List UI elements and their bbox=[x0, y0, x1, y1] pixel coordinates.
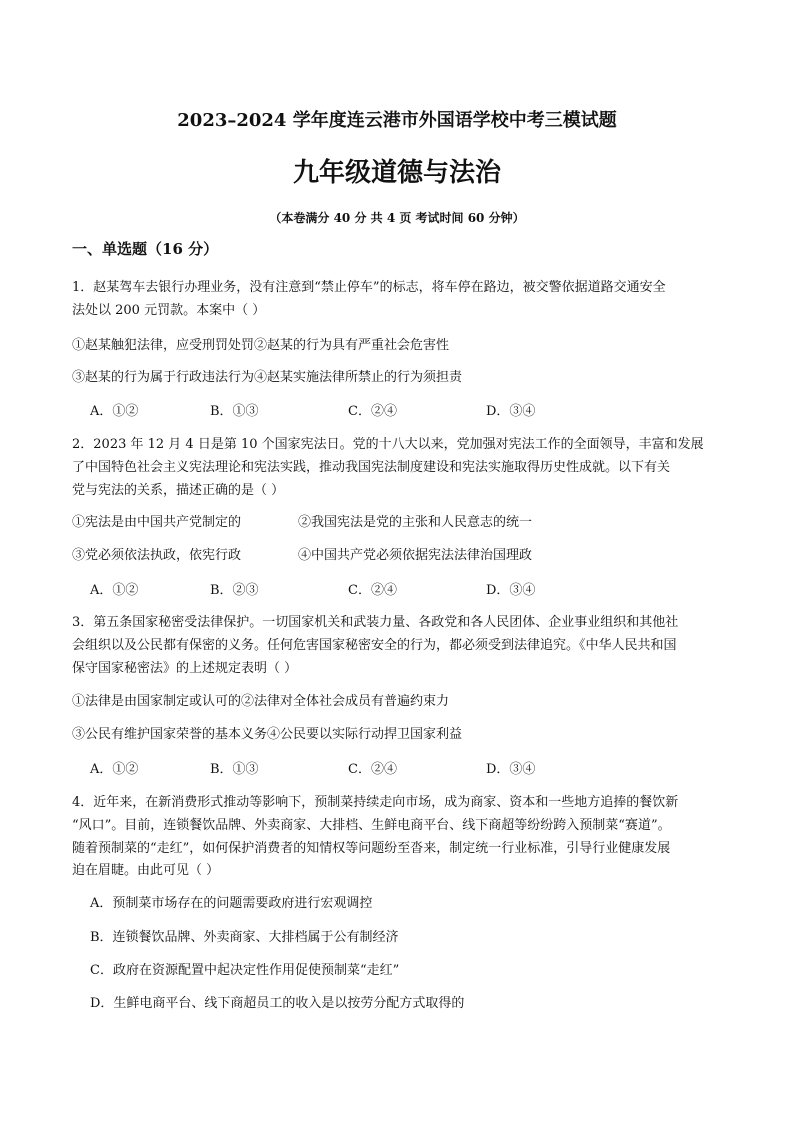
question-2-line-3: 党与宪法的关系，描述正确的是（ ） bbox=[72, 483, 285, 498]
question-3-line-1: 3．第五条国家秘密受法律保护。一切国家机关和武装力量、各政党和各人民团体、企业事业组织和其他社 bbox=[72, 615, 679, 630]
question-3-option-a[interactable]: A．①② bbox=[90, 762, 139, 777]
question-4-option-a[interactable]: A．预制菜市场存在的问题需要政府进行宏观调控 bbox=[90, 896, 373, 911]
question-3-line-2: 会组织以及公民都有保密的义务。任何危害国家秘密安全的行为，都必须受到法律追究。《中华人民共和国 bbox=[72, 638, 677, 653]
question-3-line-3: 保守国家秘密法》的上述规定表明（ ） bbox=[72, 661, 298, 676]
question-2-statement-4: ④中国共产党必须依据宪法法律治国理政 bbox=[298, 548, 533, 563]
exam-info: （本卷满分 40 分 共 4 页 考试时间 60 分钟） bbox=[269, 211, 525, 225]
question-2-option-c[interactable]: C．②④ bbox=[348, 583, 397, 598]
question-4-option-c[interactable]: C．政府在资源配置中起决定性作用促使预制菜“走红” bbox=[90, 963, 400, 978]
question-3-statement-2: ③公民有维护国家荣誉的基本义务④公民要以实际行动捍卫国家利益 bbox=[72, 727, 463, 742]
question-2-option-b[interactable]: B．②③ bbox=[210, 583, 259, 598]
question-4-option-d[interactable]: D．生鲜电商平台、线下商超员工的收入是以按劳分配方式取得的 bbox=[90, 996, 465, 1011]
question-4-line-1: 4．近年来，在新消费形式推动等影响下，预制菜持续走向市场，成为商家、资本和一些地方追捧的餐饮新 bbox=[72, 795, 679, 810]
question-4-line-3: 随着预制菜的“走红”，如何保护消费者的知情权等问题纷至沓来，制定统一行业标准，引导行业健康发展 bbox=[72, 841, 671, 856]
question-4-line-2: “风口”。目前，连锁餐饮品牌、外卖商家、大排档、生鲜电商平台、线下商超等纷纷跨入预制菜“赛道”。 bbox=[72, 818, 671, 833]
question-2-option-a[interactable]: A．①② bbox=[90, 583, 139, 598]
question-2-option-d[interactable]: D．③④ bbox=[486, 583, 536, 598]
question-3-option-c[interactable]: C．②④ bbox=[348, 762, 397, 777]
section-heading: 一、单选题（16 分） bbox=[72, 240, 219, 258]
question-2-statements-row-2 bbox=[72, 544, 732, 563]
question-1-line-1: 1．赵某驾车去银行办理业务，没有注意到“禁止停车”的标志，将车停在路边，被交警依据道路交通安全 bbox=[72, 280, 666, 295]
question-3-option-d[interactable]: D．③④ bbox=[486, 762, 536, 777]
question-1-statement-2: ③赵某的行为属于行政违法行为④赵某实施法律所禁止的行为须担责 bbox=[72, 370, 463, 385]
subject-title: 九年级道德与法治 bbox=[292, 158, 501, 188]
question-1-option-c[interactable]: C．②④ bbox=[348, 404, 397, 419]
question-1-statement-1: ①赵某触犯法律，应受刑罚处罚②赵某的行为具有严重社会危害性 bbox=[72, 338, 450, 353]
question-3-statement-1: ①法律是由国家制定或认可的②法律对全体社会成员有普遍约束力 bbox=[72, 694, 450, 709]
exam-title: 2023–2024 学年度连云港市外国语学校中考三模试题 bbox=[177, 110, 617, 131]
question-2-statement-2: ②我国宪法是党的主张和人民意志的统一 bbox=[298, 515, 533, 530]
question-2-statement-1: ①宪法是由中国共产党制定的 bbox=[72, 515, 242, 530]
question-4-line-4: 迫在眉睫。由此可见（ ） bbox=[72, 863, 220, 878]
question-3-option-b[interactable]: B．①③ bbox=[210, 762, 259, 777]
question-4-option-b[interactable]: B．连锁餐饮品牌、外卖商家、大排档属于公有制经济 bbox=[90, 930, 399, 945]
question-2-line-2: 了中国特色社会主义宪法理论和宪法实践，推动我国宪法制度建设和宪法实施取得历史性成就。以下有关 bbox=[72, 460, 671, 475]
question-1-option-d[interactable]: D．③④ bbox=[486, 404, 536, 419]
question-1-option-a[interactable]: A．①② bbox=[90, 404, 139, 419]
question-2-statements-row-1 bbox=[72, 511, 732, 530]
question-1-line-2: 法处以 200 元罚款。本案中（ ） bbox=[72, 303, 266, 318]
question-2-statement-3: ③党必须依法执政，依宪行政 bbox=[72, 548, 242, 563]
question-2-line-1: 2．2023 年 12 月 4 日是第 10 个国家宪法日。党的十八大以来，党加强对宪法工作的全面领导，丰富和发展 bbox=[72, 437, 704, 452]
question-1-option-b[interactable]: B．①③ bbox=[210, 404, 259, 419]
